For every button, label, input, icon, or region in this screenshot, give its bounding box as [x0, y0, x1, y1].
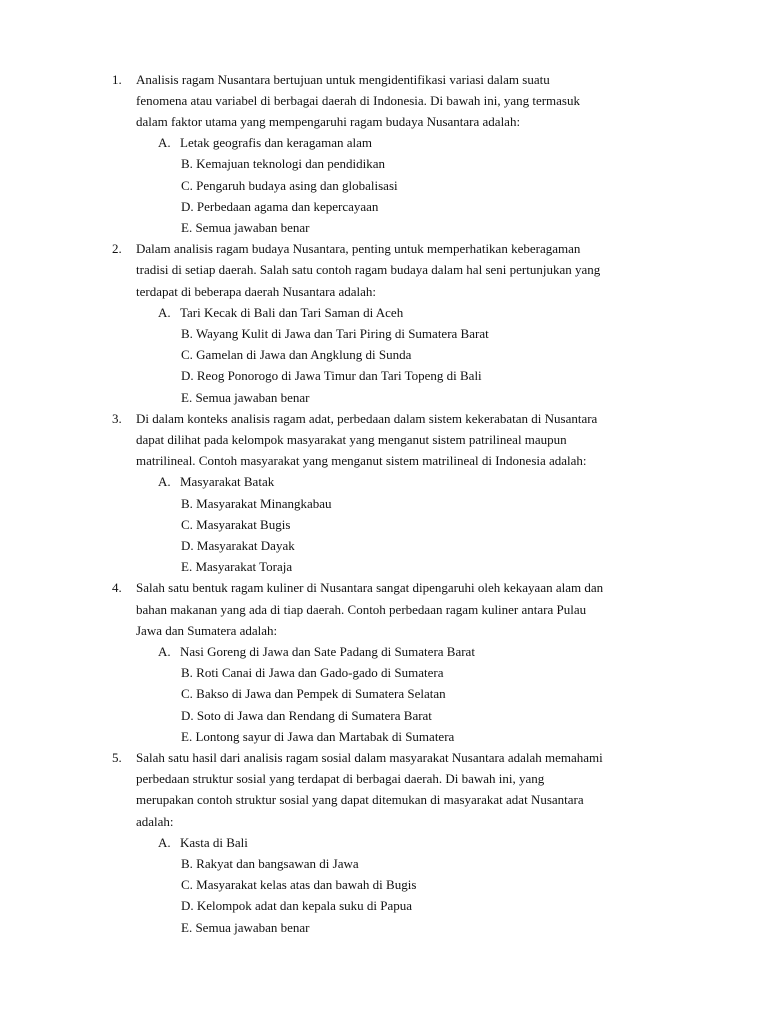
option-text: Bakso di Jawa dan Pempek di Sumatera Selatan	[196, 686, 446, 702]
answer-option	[158, 832, 248, 853]
answer-option	[181, 705, 432, 726]
option-text: Nasi Goreng di Jawa dan Sate Padang di Sumatera Barat	[180, 643, 475, 659]
option-text: Tari Kecak di Bali dan Tari Saman di Aceh	[180, 304, 404, 320]
question-text-line: matrilineal. Contoh masyarakat yang menganut sistem matrilineal di Indonesia adalah:	[136, 453, 587, 469]
answer-option	[158, 641, 475, 662]
question-text-line: merupakan contoh struktur sosial yang dapat ditemukan di masyarakat adat Nusantara	[136, 792, 584, 808]
option-letter: E.	[181, 728, 193, 744]
question-text-line: perbedaan struktur sosial yang terdapat di berbagai daerah. Di bawah ini, yang	[136, 771, 545, 787]
option-letter: A.	[158, 643, 171, 659]
option-text: Masyarakat Dayak	[196, 537, 295, 553]
answer-option	[181, 344, 411, 365]
option-letter: C.	[181, 877, 193, 893]
option-text: Semua jawaban benar	[195, 389, 310, 405]
option-text: Semua jawaban benar	[195, 919, 310, 935]
answer-option	[181, 556, 292, 577]
answer-option	[181, 196, 378, 217]
option-letter: A.	[158, 834, 171, 850]
question-text-line: dalam faktor utama yang mempengaruhi ragam budaya Nusantara adalah:	[136, 113, 521, 129]
option-letter: D.	[181, 198, 194, 214]
option-text: Kelompok adat dan kepala suku di Papua	[196, 898, 413, 914]
option-letter: C.	[181, 516, 193, 532]
option-letter: E.	[181, 219, 193, 235]
answer-option	[158, 471, 274, 492]
option-text: Roti Canai di Jawa dan Gado-gado di Sumatera	[196, 665, 444, 681]
answer-option	[181, 874, 416, 895]
question-text-line: tradisi di setiap daerah. Salah satu contoh ragam budaya dalam hal seni pertunjukan yang	[136, 262, 601, 278]
answer-option	[158, 302, 403, 323]
option-text: Masyarakat Batak	[180, 474, 275, 490]
answer-option	[181, 365, 482, 386]
answer-option	[181, 175, 398, 196]
option-letter: E.	[181, 559, 193, 575]
answer-option	[181, 493, 332, 514]
option-letter: D.	[181, 898, 194, 914]
option-letter: B.	[181, 495, 193, 511]
option-letter: C.	[181, 686, 193, 702]
option-letter: B.	[181, 665, 193, 681]
option-text: Pengaruh budaya asing dan globalisasi	[196, 177, 398, 193]
option-text: Reog Ponorogo di Jawa Timur dan Tari Topeng di Bali	[196, 368, 482, 384]
option-letter: A.	[158, 135, 171, 151]
option-letter: D.	[181, 537, 194, 553]
option-letter: B.	[181, 325, 193, 341]
option-letter: A.	[158, 304, 171, 320]
option-letter: B.	[181, 156, 193, 172]
option-text: Kasta di Bali	[180, 834, 248, 850]
question-text-line: dapat dilihat pada kelompok masyarakat yang menganut sistem patrilineal maupun	[136, 431, 567, 447]
question-number: 4.	[112, 580, 122, 596]
answer-option	[181, 323, 489, 344]
answer-option	[181, 853, 359, 874]
option-text: Soto di Jawa dan Rendang di Sumatera Barat	[196, 707, 432, 723]
option-letter: E.	[181, 389, 193, 405]
question-text-line: Dalam analisis ragam budaya Nusantara, penting untuk memperhatikan keberagaman	[136, 241, 581, 257]
answer-option	[181, 535, 295, 556]
option-text: Masyarakat Minangkabau	[196, 495, 332, 511]
answer-option	[181, 387, 310, 408]
question-text-line: Analisis ragam Nusantara bertujuan untuk mengidentifikasi variasi dalam suatu	[136, 71, 550, 87]
question-text-line: fenomena atau variabel di berbagai daerah di Indonesia. Di bawah ini, yang termasuk	[136, 92, 580, 108]
question-text-line: bahan makanan yang ada di tiap daerah. Contoh perbedaan ragam kuliner antara Pulau	[136, 601, 587, 617]
option-letter: C.	[181, 177, 193, 193]
answer-option	[181, 662, 443, 683]
answer-option	[158, 132, 372, 153]
question-number: 1.	[112, 71, 122, 87]
question-text-line: Jawa dan Sumatera adalah:	[136, 622, 278, 638]
question-text-line: terdapat di beberapa daerah Nusantara adalah:	[136, 283, 377, 299]
option-text: Rakyat dan bangsawan di Jawa	[196, 855, 359, 871]
option-text: Masyarakat Toraja	[195, 559, 293, 575]
answer-option	[181, 514, 290, 535]
option-letter: C.	[181, 347, 193, 363]
answer-option	[181, 895, 412, 916]
option-text: Wayang Kulit di Jawa dan Tari Piring di Sumatera Barat	[195, 325, 489, 341]
answer-option	[181, 917, 310, 938]
option-text: Masyarakat Bugis	[196, 516, 291, 532]
question-text-line: Salah satu hasil dari analisis ragam sosial dalam masyarakat Nusantara adalah memahami	[136, 749, 603, 765]
option-letter: A.	[158, 474, 171, 490]
question-text-line: adalah:	[136, 813, 174, 829]
option-text: Gamelan di Jawa dan Angklung di Sunda	[196, 347, 412, 363]
question-number: 3.	[112, 410, 122, 426]
question-number: 5.	[112, 749, 122, 765]
question-text-line: Salah satu bentuk ragam kuliner di Nusantara sangat dipengaruhi oleh kekayaan alam dan	[136, 580, 604, 596]
option-text: Masyarakat kelas atas dan bawah di Bugis	[196, 877, 417, 893]
option-letter: B.	[181, 855, 193, 871]
option-letter: E.	[181, 919, 193, 935]
option-text: Perbedaan agama dan kepercayaan	[196, 198, 379, 214]
option-letter: D.	[181, 368, 194, 384]
answer-option	[181, 217, 310, 238]
answer-option	[181, 726, 454, 747]
answer-option	[181, 683, 446, 704]
option-text: Lontong sayur di Jawa dan Martabak di Sumatera	[195, 728, 455, 744]
question-text-line: Di dalam konteks analisis ragam adat, perbedaan dalam sistem kekerabatan di Nusantara	[136, 410, 598, 426]
option-text: Letak geografis dan keragaman alam	[180, 135, 373, 151]
option-text: Semua jawaban benar	[195, 219, 310, 235]
option-text: Kemajuan teknologi dan pendidikan	[196, 156, 385, 172]
answer-option	[181, 153, 385, 174]
question-number: 2.	[112, 241, 122, 257]
option-letter: D.	[181, 707, 194, 723]
